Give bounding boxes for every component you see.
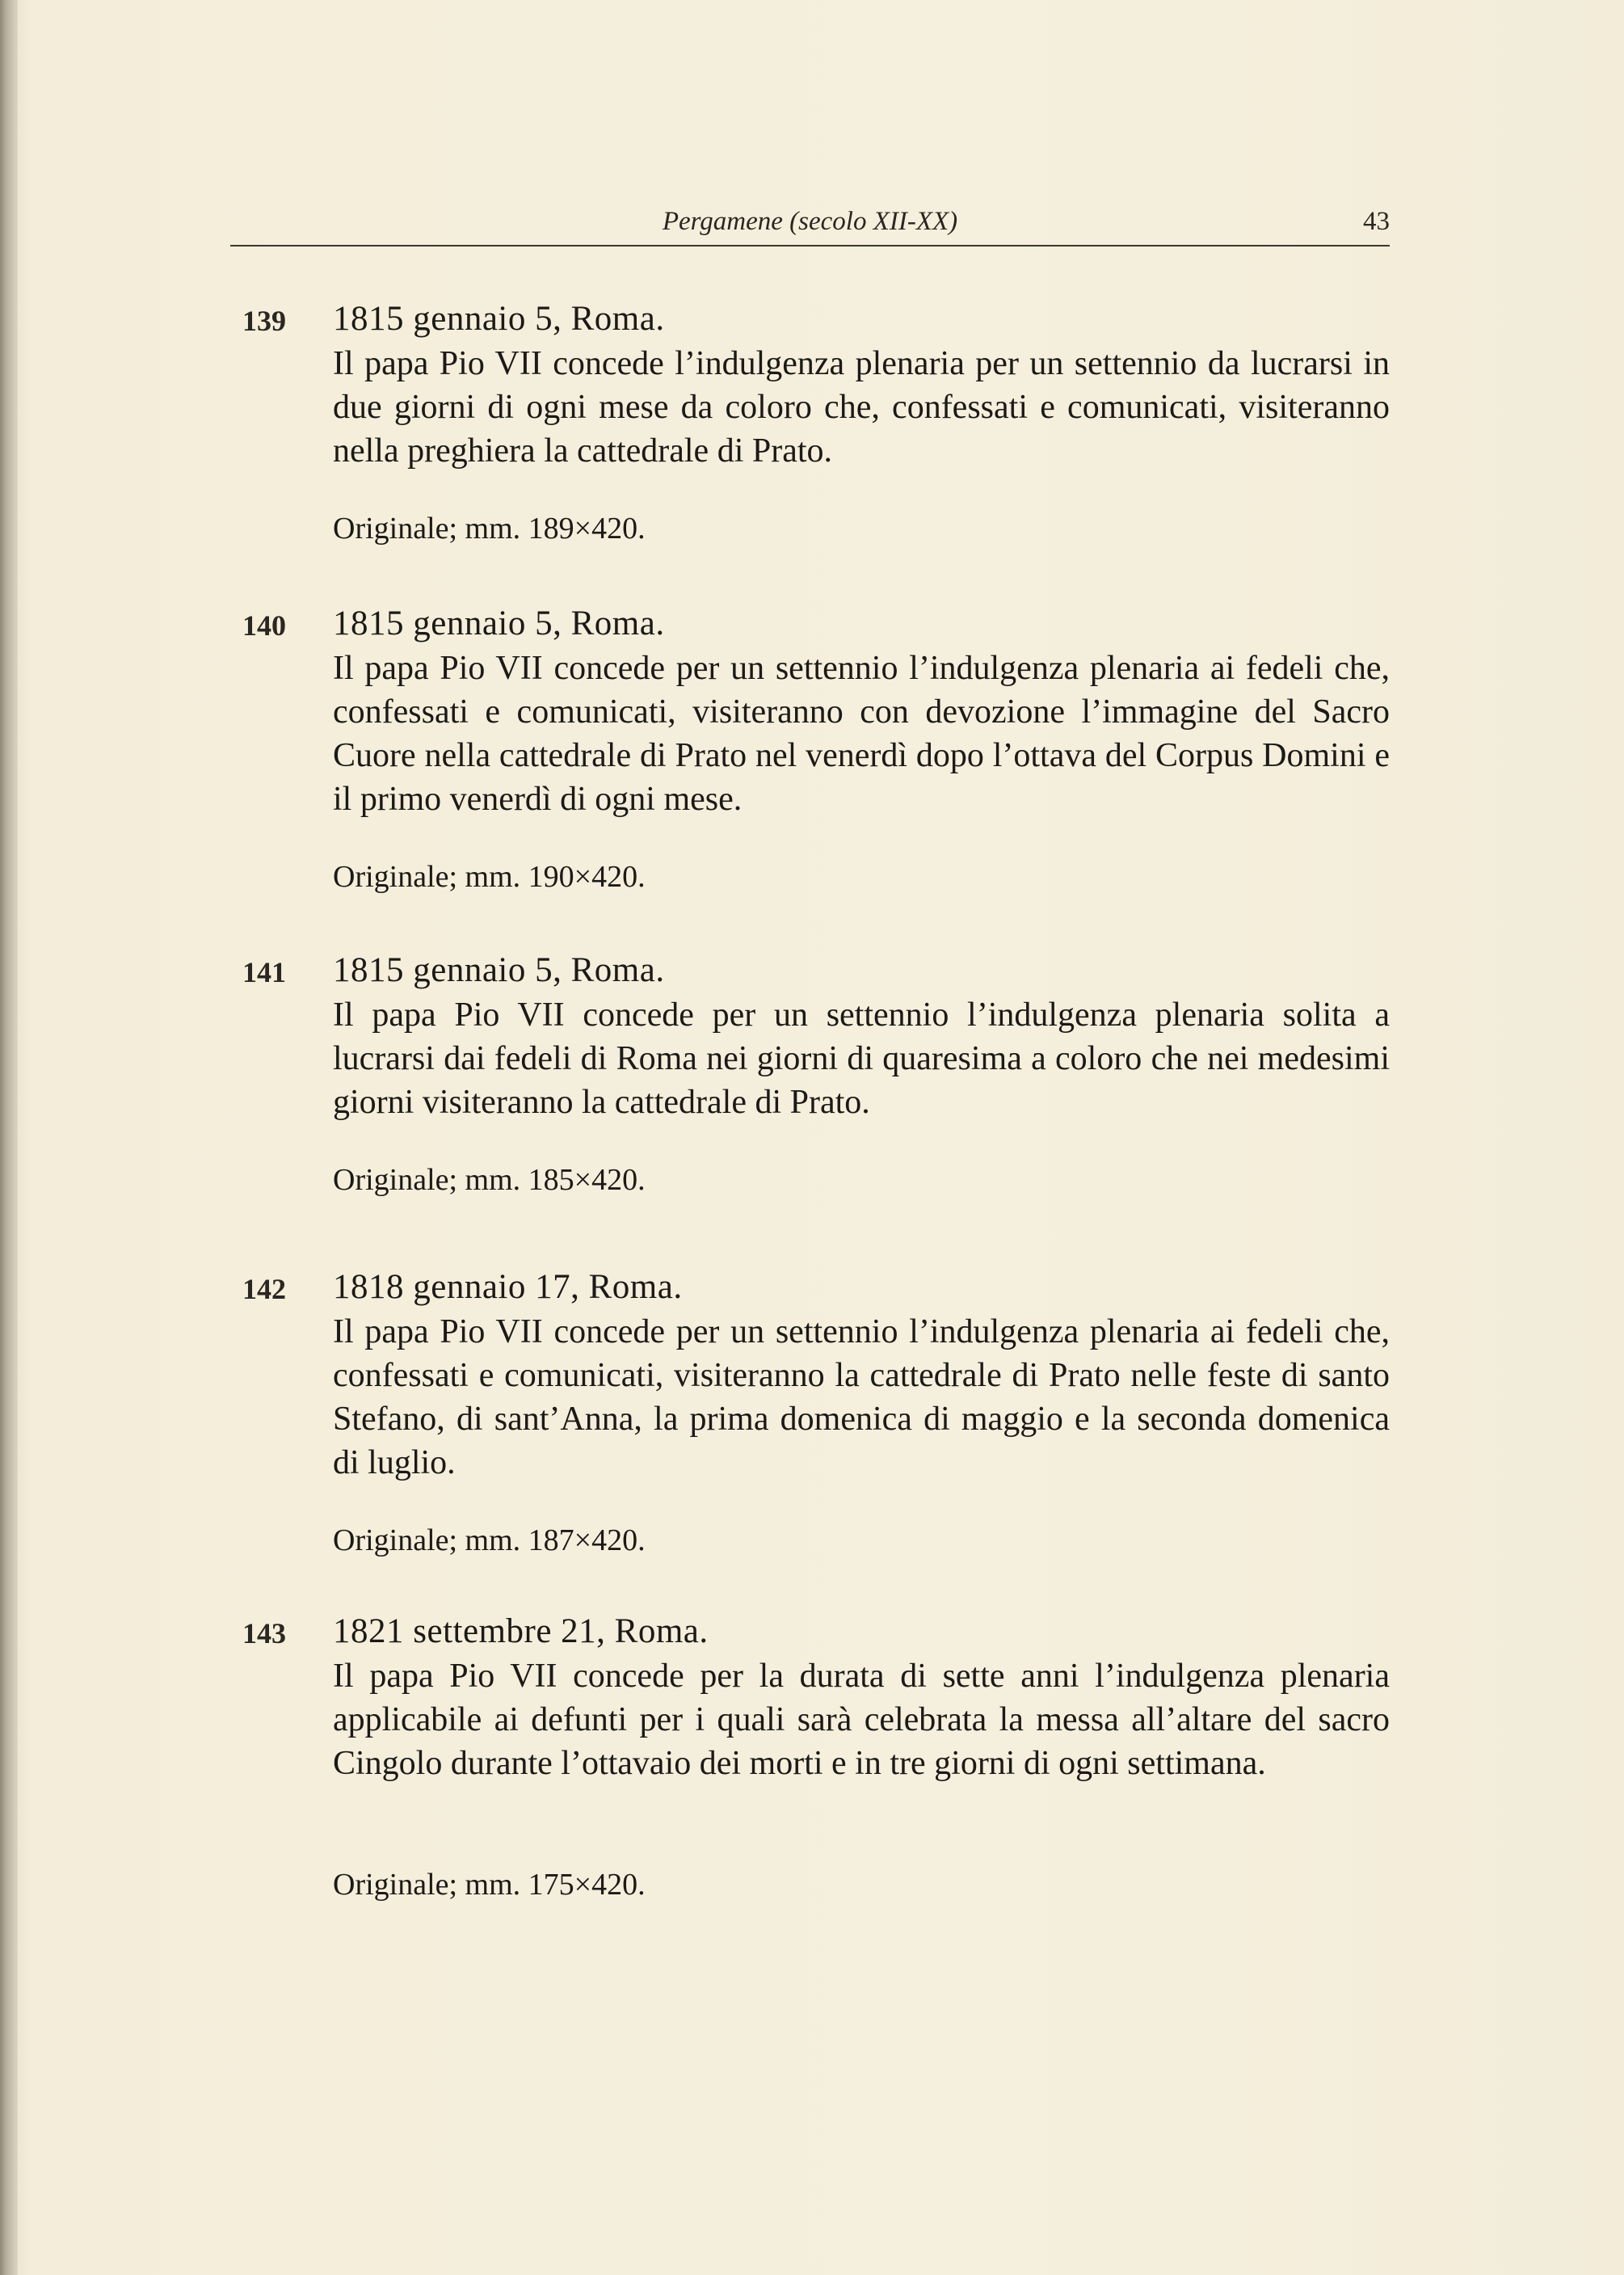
entry-text: Il papa Pio VII concede l’indulgenza plenaria per un settennio da lucrarsi in due giorni di ogni mese da coloro che, confessati e comunicati, visiteranno nella preghiera la cattedrale di Prato. <box>333 345 1390 470</box>
entry-text: Il papa Pio VII concede per un settennio l’indulgenza plenaria solita a lucrarsi dai fedeli di Roma nei giorni di quaresima a coloro che nei medesimi giorni visiteranno la cattedrale di Prato. <box>333 996 1390 1121</box>
entry-note: Originale; mm. 175×420. <box>333 1868 646 1902</box>
entry-date: 1815 gennaio 5, Roma. <box>333 605 665 642</box>
entry-text: Il papa Pio VII concede per un settennio l’indulgenza plenaria ai fedeli che, confessati e comunicati, visiteranno la cattedrale di Prato nelle feste di santo Stefano, di sant’Anna, la prima domenica di maggio e la seconda domenica di luglio. <box>333 1313 1390 1481</box>
page-number: 43 <box>1363 207 1390 236</box>
entry-number: 140 <box>242 609 286 642</box>
entry-number: 139 <box>242 305 286 337</box>
entry-number: 141 <box>242 956 286 988</box>
entry-text: Il papa Pio VII concede per la durata di sette anni l’indulgenza plenaria applicabile ai defunti per i quali sarà celebrata la messa all’altare del sacro Cingolo durante l’ottavaio dei morti e in tre giorni di ogni settimana. <box>333 1658 1390 1782</box>
entry-note: Originale; mm. 189×420. <box>333 512 646 546</box>
entry-text: Il papa Pio VII concede per un settennio l’indulgenza plenaria ai fedeli che, confessati e comunicati, visiteranno con devozione l’immagine del Sacro Cuore nella cattedrale di Prato nel venerdì dopo l’ottava del Corpus Domini e il primo venerdì di ogni mese. <box>333 650 1390 818</box>
entry-note: Originale; mm. 190×420. <box>333 860 646 894</box>
book-binding-edge <box>0 0 18 2275</box>
header-rule <box>230 245 1390 246</box>
entry-note: Originale; mm. 185×420. <box>333 1163 646 1197</box>
entry-number: 143 <box>242 1617 286 1649</box>
entry-note: Originale; mm. 187×420. <box>333 1523 646 1557</box>
entry-date: 1818 gennaio 17, Roma. <box>333 1268 683 1306</box>
running-title: Pergamene (secolo XII-XX) <box>662 207 958 236</box>
entry-date: 1815 gennaio 5, Roma. <box>333 300 665 338</box>
entry-date: 1821 settembre 21, Roma. <box>333 1612 709 1650</box>
running-head <box>230 204 1390 244</box>
entry-date: 1815 gennaio 5, Roma. <box>333 951 665 989</box>
entry-number: 142 <box>242 1273 286 1305</box>
